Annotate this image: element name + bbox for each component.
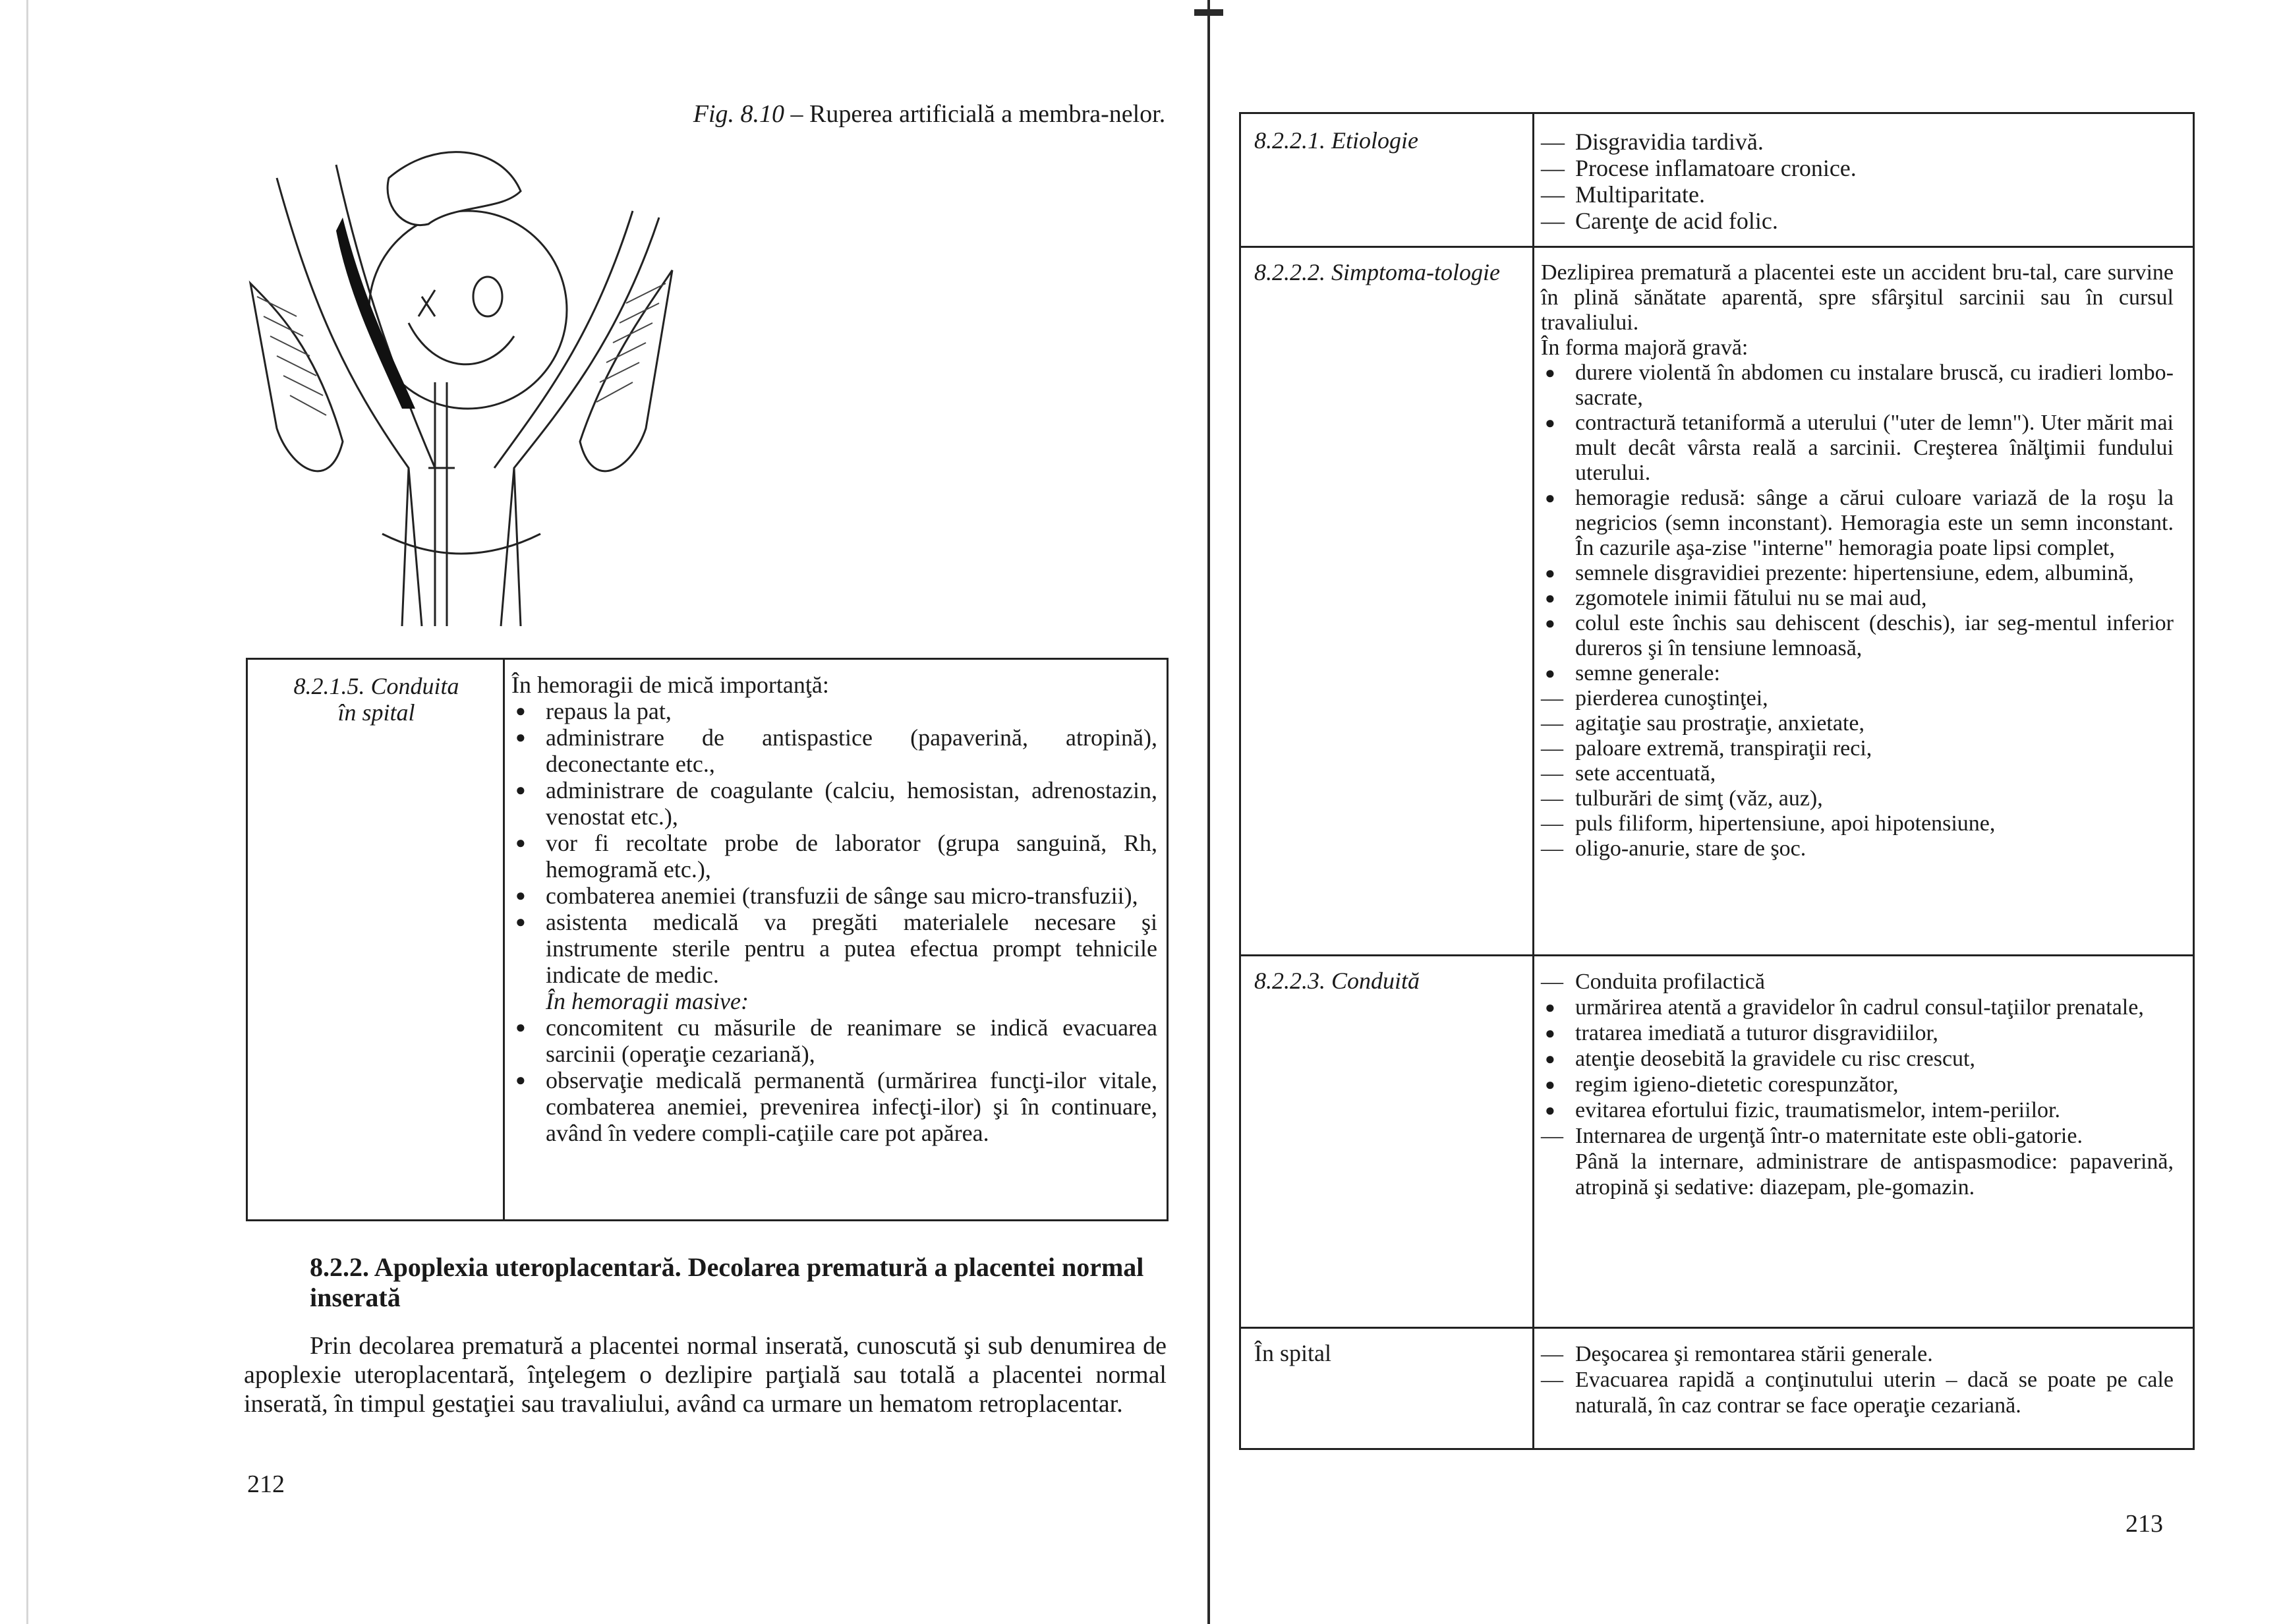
list-item: — tulburări de simţ (văz, auz), <box>1541 786 2174 811</box>
paragraph-line: Dezlipirea prematură a placentei este un accident bru-tal, care survine în plină sănătate aparentă, spre sfârşitul sarcinii sau în cursul travaliului. <box>1541 260 2174 335</box>
body-paragraph: Prin decolarea prematură a placentei normal inserată, cunoscută şi sub denumirea de apoplexie uteroplacentară, înţelegem o dezlipire parţială sau totală a placentei normal inserată, în timpul gestaţiei sau travaliului, având ca urmare un hematom retroplacentar. <box>244 1332 1167 1418</box>
list-item: ● colul este închis sau dehiscent (deschis), iar seg-mentul inferior dureros şi în tensiune lemnoasă, <box>1541 611 2174 661</box>
list-item: ● combaterea anemiei (transfuzii de sânge sau micro-transfuzii), <box>511 883 1157 909</box>
row-separator <box>1241 246 2193 248</box>
page-number-right: 213 <box>2125 1510 2163 1538</box>
list-item: — oligo-anurie, stare de şoc. <box>1541 836 2174 861</box>
list-item: — Carenţe de acid folic. <box>1541 208 2174 234</box>
list-item: ● asistenta medicală va pregăti materialele necesare şi instrumente sterile pentru a putea efectua prompt tehnicile indicate de medic. <box>511 909 1157 988</box>
list-item: ● observaţie medicală permanentă (urmărirea funcţi-ilor vitale, combaterea anemiei, prevenirea infecţi-ilor) şi în continuare, având în vedere compli-caţiile care pot apărea. <box>511 1067 1157 1146</box>
list-item: ● administrare de antispastice (papaverină, atropină), deconectante etc., <box>511 724 1157 777</box>
section-heading: 8.2.2. Apoplexia uteroplacentară. Decolarea prematură a placentei normal inserată <box>310 1252 1144 1312</box>
row-content-conduita <box>1541 969 2174 1200</box>
list-item: — agitaţie sau prostraţie, anxietate, <box>1541 711 2174 736</box>
left-table-label <box>254 673 498 726</box>
list-item: ● zgomotele inimii fătului nu se mai aud, <box>1541 586 2174 611</box>
row-content-etiologie <box>1541 129 2174 234</box>
list-item: — Multiparitate. <box>1541 181 2174 208</box>
list-item: ● tratarea imediată a tuturor disgravidiilor, <box>1541 1020 2174 1046</box>
figure-caption <box>685 99 1173 129</box>
list-item: ● semne generale: <box>1541 661 2174 686</box>
figure-illustration <box>237 99 685 639</box>
list-item: ● vor fi recoltate probe de laborator (grupa sanguină, Rh, hemogramă etc.), <box>511 830 1157 883</box>
row-label-conduita: 8.2.2.3. Conduită <box>1254 968 1420 994</box>
list-item: — Evacuarea rapidă a conţinutului uterin – dacă se poate pe cale naturală, în caz contrar se face operaţie cezariană. <box>1541 1367 2174 1418</box>
figure-number: Fig. 8.10 <box>693 100 785 128</box>
list-item: ● concomitent cu măsurile de reanimare se indică evacuarea sarcinii (operaţie cezariană), <box>511 1014 1157 1067</box>
list-item: ● evitarea efortului fizic, traumatismelor, intem-periilor. <box>1541 1097 2174 1123</box>
list-item: — Internarea de urgenţă într-o maternitate este obli-gatorie. <box>1541 1123 2174 1149</box>
row-separator <box>1241 954 2193 956</box>
list-item: — pierderea cunoştinţei, <box>1541 686 2174 711</box>
paragraph-line: În forma majoră gravă: <box>1541 335 1748 360</box>
list-item: — Deşocarea şi remontarea stării generale. <box>1541 1341 2174 1367</box>
list-item: ● administrare de coagulante (calciu, hemosistan, adrenostazin, venostat etc.), <box>511 777 1157 830</box>
list-item: ● durere violentă în abdomen cu instalare bruscă, cu iradieri lombo-sacrate, <box>1541 361 2174 411</box>
gutter-mark <box>1194 9 1223 16</box>
list-item: — Procese inflamatoare cronice. <box>1541 155 2174 181</box>
left-table-intro: În hemoragii de mică importanţă: <box>511 672 829 698</box>
list-item: — paloare extremă, transpiraţii reci, <box>1541 736 2174 761</box>
left-table-label-line-1: 8.2.1.5. Conduita <box>293 673 459 699</box>
book-gutter <box>1207 0 1210 1624</box>
row-content-in-spital <box>1541 1341 2174 1418</box>
left-table-divider <box>503 660 505 1219</box>
left-edge-line <box>26 0 28 1624</box>
left-table <box>246 658 1169 1221</box>
paragraph-line: Până la internare, administrare de antispasmodice: papaverină, atropină şi sedative: diazepam, ple-gomazin. <box>1575 1149 2174 1200</box>
figure-caption-text: – Ruperea artificială a membra-nelor. <box>790 100 1166 128</box>
list-item: ● regim igieno-dietetic corespunzător, <box>1541 1072 2174 1097</box>
list-item: ● contractură tetaniformă a uterului ("uter de lemn"). Uter mărit mai mult decât vârsta reală a sarcinii. Creşterea înălţimii fundului uterului. <box>1541 411 2174 486</box>
list-item: — Conduita profilactică <box>1541 969 2174 995</box>
left-table-content <box>511 672 1157 1146</box>
list-item: ● hemoragie redusă: sânge a cărui culoare variază de la roşu la negricios (semn inconstant). Hemoragia este un semn inconstant. În cazurile aşa-zise "interne" hemoragia poate lipsi complet, <box>1541 486 2174 561</box>
right-table <box>1239 112 2195 1450</box>
list-item: — puls filiform, hipertensiune, apoi hipotensiune, <box>1541 811 2174 836</box>
list-item: ● repaus la pat, <box>511 698 1157 724</box>
list-item: ● urmărirea atentă a gravidelor în cadrul consul-taţiilor prenatale, <box>1541 995 2174 1020</box>
list-item: ● semnele disgravidiei prezente: hipertensiune, edem, albumină, <box>1541 561 2174 586</box>
list-item: ● atenţie deosebită la gravidele cu risc crescut, <box>1541 1046 2174 1072</box>
row-label-simptomatologie: 8.2.2.2. Simptoma-tologie <box>1254 259 1500 285</box>
list-item: — sete accentuată, <box>1541 761 2174 786</box>
row-label-etiologie: 8.2.2.1. Etiologie <box>1254 127 1418 154</box>
row-content-simptomatologie <box>1541 260 2174 861</box>
page-number-left: 212 <box>247 1470 285 1498</box>
massive-heading: În hemoragii masive: <box>546 988 749 1014</box>
left-table-label-line-2: în spital <box>337 699 415 726</box>
list-item: — Disgravidia tardivă. <box>1541 129 2174 155</box>
row-label-in-spital: În spital <box>1254 1340 1331 1366</box>
right-table-divider <box>1532 114 1534 1448</box>
row-separator <box>1241 1327 2193 1329</box>
